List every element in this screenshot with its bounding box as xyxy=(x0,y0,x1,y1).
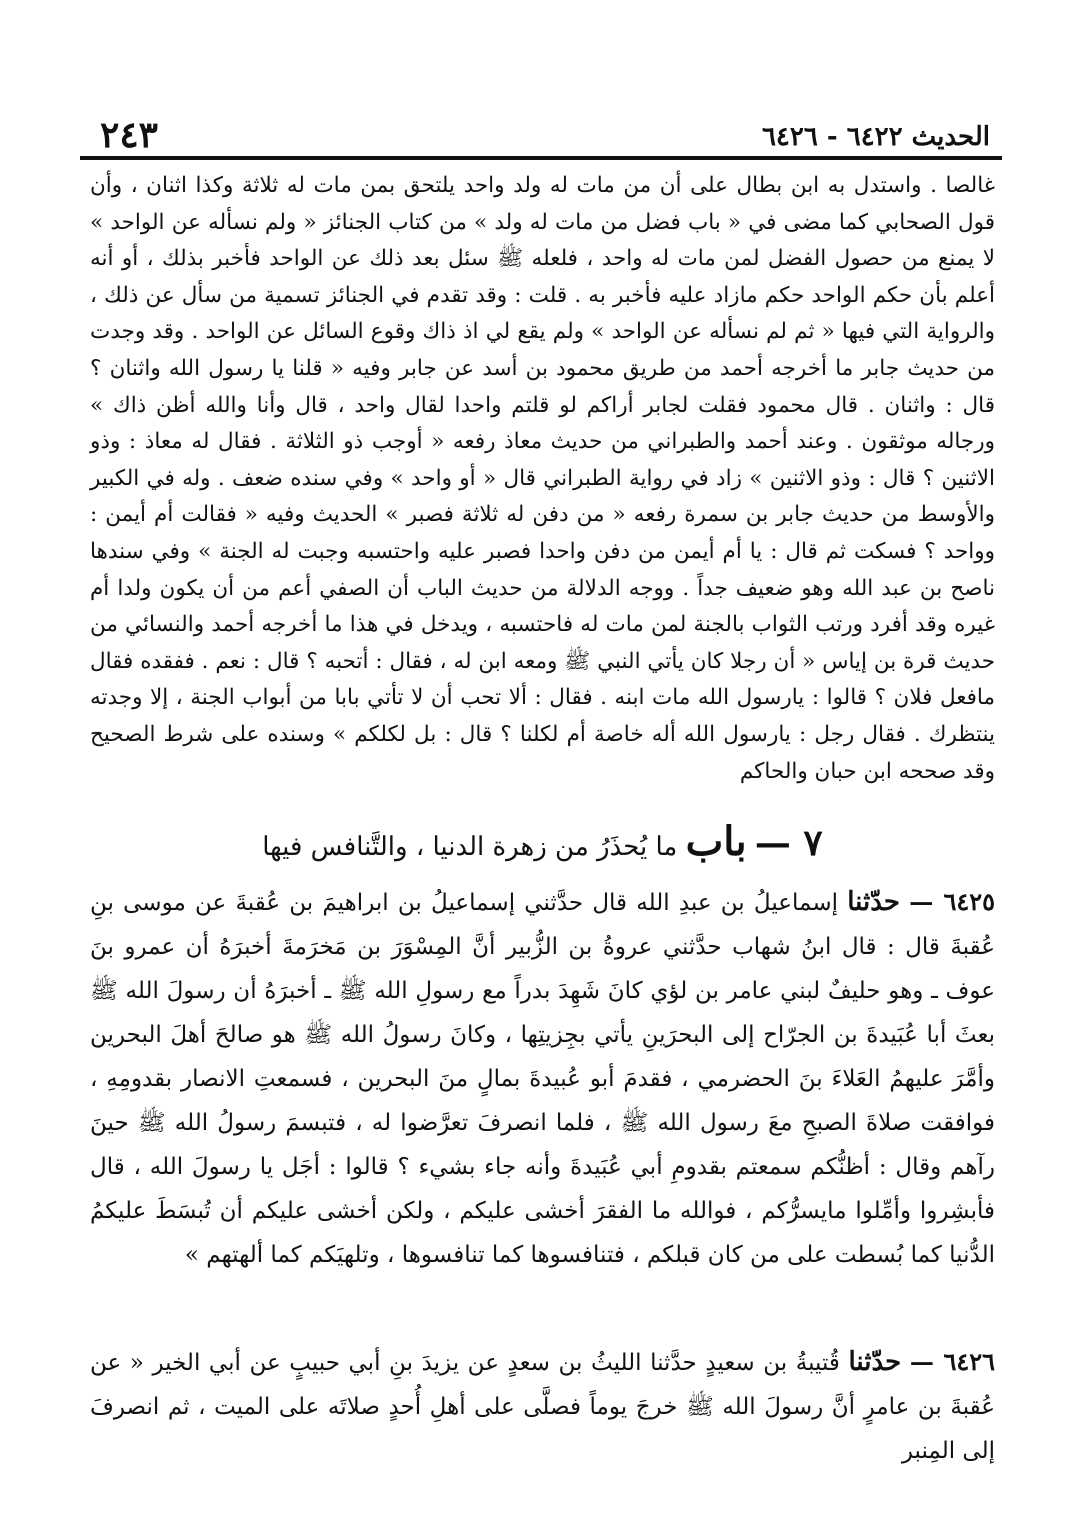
hadith-haddathana: حدّثنا xyxy=(848,1347,902,1377)
page-header xyxy=(80,110,1000,158)
chapter-title: ما يُحذَرُ من زهرة الدنيا ، والتَّنافس فيها xyxy=(262,832,678,862)
chapter-bab-word: باب xyxy=(685,818,747,865)
hadith-paragraph xyxy=(90,1340,995,1473)
header-divider xyxy=(80,156,1002,160)
hadith-paragraph xyxy=(90,880,995,1277)
hadith-number: ٦٤٢٥ — xyxy=(909,887,996,916)
commentary-text: غالصا . واستدل به ابن بطال على أن من مات له ولد واحد يلتحق بمن مات له ثلاثة وكذا اثنان ، وأن قول الصحابي كما مضى في « باب فضل من مات له ولد » من كتاب الجنائز « ولم نسأله عن الواحد » لا يمنع من حصول الفضل لمن مات له واحد ، فلعله ﷺ سئل بعد ذلك عن الواحد فأخبر بذلك ، أو أنه أعلم بأن حكم الواحد حكم مازاد عليه فأخبر به . قلت : وقد تقدم في الجنائز تسمية من سأل عن ذلك ، والرواية التي فيها « ثم لم نسأله عن الواحد » ولم يقع لي اذ ذاك وقوع السائل عن الواحد . وقد وجدت من حديث جابر ما أخرجه أحمد من طريق محمود بن أسد عن جابر وفيه « قلنا يا رسول الله واثنان ؟ قال : واثنان . قال محمود فقلت لجابر أراكم لو قلتم واحدا لقال واحد ، قال وأنا والله أظن ذاك » ورجاله موثقون . وعند أحمد والطبراني من حديث معاذ رفعه « أوجب ذو الثلاثة . فقال له معاذ : وذو الاثنين ؟ قال : وذو الاثنين » زاد في رواية الطبراني قال « أو واحد » وفي سنده ضعف . وله في الكبير والأوسط من حديث جابر بن سمرة رفعه « من دفن له ثلاثة فصبر » الحديث وفيه « فقالت أم أيمن : وواحد ؟ فسكت ثم قال : يا أم أيمن من دفن واحدا فصبر عليه واحتسبه وجبت له الجنة » وفي سندها ناصح بن عبد الله وهو ضعيف جداً . ووجه الدلالة من حديث الباب أن الصفي أعم من أن يكون ولدا أم غيره وقد أفرد ورتب الثواب بالجنة لمن مات له فاحتسبه ، ويدخل في هذا ما أخرجه أحمد والنسائي من حديث قرة بن إياس « أن رجلا كان يأتي النبي ﷺ ومعه ابن له ، فقال : أتحبه ؟ قال : نعم . ففقده فقال مافعل فلان ؟ قالوا : يارسول الله مات ابنه . فقال : ألا تحب أن لا تأتي بابا من أبواب الجنة ، إلا وجدته ينتظرك . فقال رجل : يارسول الله أله خاصة أم لكلنا ؟ قال : بل لكلكم » وسنده على شرط الصحيح وقد صححه ابن حبان والحاكم xyxy=(90,173,995,784)
hadith-6425 xyxy=(90,880,995,1277)
hadith-text: إسماعيلُ بن عبدِ الله قال حدَّثني إسماعيلُ بن ابراهيمَ بن عُقبةَ عن موسى بنِ عُقبةَ قال : قال ابنُ شهاب حدَّثني عروةُ بن الزُّبير أنَّ المِسْوَرَ بن مَخرَمةَ أخبرَهُ أن عمرو بنَ عوف ـ وهو حليفٌ لبني عامر بن لؤي كانَ شَهِدَ بدراً مع رسولِ الله ﷺ ـ أخبرَهُ أن رسولَ الله ﷺ بعثَ أبا عُبَيدةَ بن الجرّاح إلى البحرَينِ يأتي بجِزيتِها ، وكانَ رسولُ الله ﷺ هو صالحَ أهلَ البحرين وأمَّرَ عليهمُ العَلاءَ بنَ الحضرمي ، فقدمَ أبو عُبيدةَ بمالٍ منَ البحرين ، فسمعتِ الانصار بقدومِهِ ، فوافقت صلاةَ الصبحِ معَ رسول الله ﷺ ، فلما انصرفَ تعرَّضوا له ، فتبسمَ رسولُ الله ﷺ حينَ رآهم وقال : أظنُّكم سمعتم بقدومِ أبي عُبَيدةَ وأنه جاء بشيء ؟ قالوا : أجَل يا رسولَ الله ، قال فأبشِروا وأمِّلوا مايسرُّكم ، فوالله ما الفقرَ أخشى عليكم ، ولكن أخشى عليكم أن تُبسَطَ عليكمُ الدُّنيا كما بُسطت على من كان قبلكم ، فتنافسوها كما تنافسوها ، وتلهيَكم كما ألهتهم » xyxy=(90,890,995,1268)
hadith-text: قُتيبةُ بن سعيدٍ حدَّثنا الليثُ بن سعدٍ عن يزيدَ بنِ أبي حبيبٍ عن أبي الخير « عن عُقبةَ بن عامرٍ أنَّ رسولَ الله ﷺ خرجَ يوماً فصلَّى على أهلِ أُحدٍ صلاتَه على الميت ، ثم انصرفَ إلى المِنبر xyxy=(90,1350,995,1464)
hadith-haddathana: حدّثنا xyxy=(847,887,900,917)
page-number: ٢٤٣ xyxy=(100,114,159,156)
chapter-heading xyxy=(90,812,995,872)
commentary-block xyxy=(90,168,995,790)
hadith-6426 xyxy=(90,1340,995,1473)
running-title: الحديث ٦٤٢٢ - ٦٤٢٦ xyxy=(761,122,990,152)
hadith-number: ٦٤٢٦ — xyxy=(909,1347,995,1376)
chapter-number: ٧ — xyxy=(754,822,823,864)
